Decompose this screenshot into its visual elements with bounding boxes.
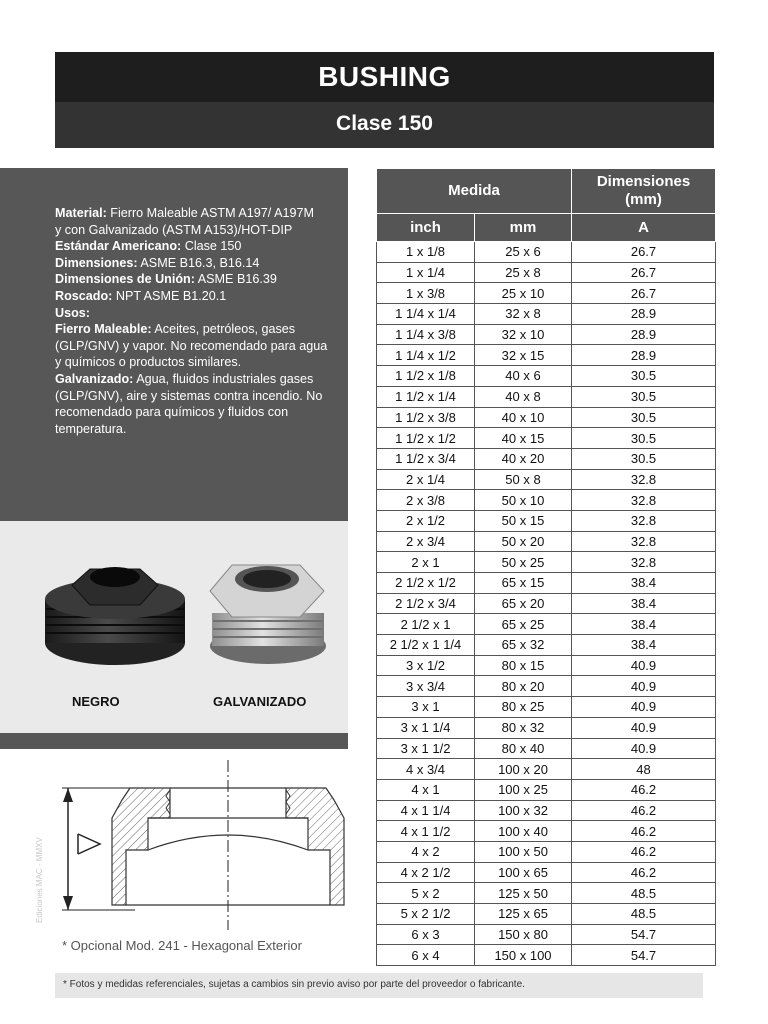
table-row bbox=[377, 821, 716, 842]
a-cell: 46.2 bbox=[572, 779, 716, 800]
mm-cell: 40 x 6 bbox=[475, 366, 572, 387]
a-cell: 38.4 bbox=[572, 593, 716, 614]
a-cell: 32.8 bbox=[572, 469, 716, 490]
inch-cell: 6 x 4 bbox=[377, 945, 475, 966]
dimensiones-header bbox=[572, 169, 716, 214]
mm-cell: 50 x 25 bbox=[475, 552, 572, 573]
table-row bbox=[377, 552, 716, 573]
table-row bbox=[377, 428, 716, 449]
table-row bbox=[377, 759, 716, 780]
table-row bbox=[377, 655, 716, 676]
medida-header: Medida bbox=[377, 169, 572, 214]
table-row bbox=[377, 841, 716, 862]
a-cell: 40.9 bbox=[572, 697, 716, 718]
a-cell: 32.8 bbox=[572, 552, 716, 573]
a-cell: 28.9 bbox=[572, 324, 716, 345]
optional-model-note: * Opcional Mod. 241 - Hexagonal Exterior bbox=[62, 938, 302, 953]
table-row bbox=[377, 345, 716, 366]
inch-cell: 1 x 3/8 bbox=[377, 283, 475, 304]
inch-cell: 2 x 1/2 bbox=[377, 510, 475, 531]
spec-value: Clase 150 bbox=[181, 239, 242, 254]
table-row bbox=[377, 324, 716, 345]
mm-cell: 80 x 25 bbox=[475, 697, 572, 718]
dimensions-table bbox=[376, 168, 716, 966]
table-row bbox=[377, 945, 716, 966]
mm-cell: 65 x 25 bbox=[475, 614, 572, 635]
a-cell: 40.9 bbox=[572, 738, 716, 759]
inch-cell: 1 1/4 x 1/4 bbox=[377, 304, 475, 325]
table-row bbox=[377, 242, 716, 263]
inch-cell: 1 1/2 x 1/8 bbox=[377, 366, 475, 387]
mm-cell: 32 x 8 bbox=[475, 304, 572, 325]
a-cell: 48.5 bbox=[572, 883, 716, 904]
table-row bbox=[377, 510, 716, 531]
mm-cell: 65 x 20 bbox=[475, 593, 572, 614]
a-cell: 28.9 bbox=[572, 345, 716, 366]
mm-cell: 32 x 10 bbox=[475, 324, 572, 345]
inch-cell: 2 x 1/4 bbox=[377, 469, 475, 490]
inch-cell: 2 1/2 x 3/4 bbox=[377, 593, 475, 614]
spec-value: ASME B16.39 bbox=[194, 272, 277, 287]
mm-cell: 25 x 10 bbox=[475, 283, 572, 304]
mm-cell: 65 x 32 bbox=[475, 635, 572, 656]
a-cell: 54.7 bbox=[572, 924, 716, 945]
table-row bbox=[377, 386, 716, 407]
spec-label: Dimensiones: bbox=[55, 255, 138, 270]
mm-cell: 100 x 20 bbox=[475, 759, 572, 780]
technical-drawing bbox=[30, 760, 360, 940]
mm-cell: 25 x 8 bbox=[475, 262, 572, 283]
a-cell: 30.5 bbox=[572, 366, 716, 387]
a-cell: 26.7 bbox=[572, 283, 716, 304]
inch-cell: 2 x 3/4 bbox=[377, 531, 475, 552]
mm-cell: 50 x 15 bbox=[475, 510, 572, 531]
spec-value: Aceites, petróleos, gases (GLP/GNV) y vapor. No recomendado para agua y químicos o productos similares. bbox=[55, 322, 328, 370]
spec-label: Usos: bbox=[55, 305, 90, 320]
table-row bbox=[377, 924, 716, 945]
a-cell: 30.5 bbox=[572, 448, 716, 469]
spec-label: Galvanizado: bbox=[55, 371, 134, 386]
mm-cell: 150 x 100 bbox=[475, 945, 572, 966]
inch-cell: 2 1/2 x 1/2 bbox=[377, 573, 475, 594]
dimensiones-header-line2: (mm) bbox=[625, 191, 662, 208]
spec-line bbox=[55, 222, 336, 239]
mm-cell: 125 x 50 bbox=[475, 883, 572, 904]
spec-line bbox=[55, 321, 336, 371]
inch-cell: 5 x 2 1/2 bbox=[377, 904, 475, 925]
mm-cell: 125 x 65 bbox=[475, 904, 572, 925]
mm-cell: 150 x 80 bbox=[475, 924, 572, 945]
mm-cell: 50 x 8 bbox=[475, 469, 572, 490]
table-row bbox=[377, 635, 716, 656]
a-cell: 28.9 bbox=[572, 304, 716, 325]
inch-cell: 3 x 1 1/2 bbox=[377, 738, 475, 759]
a-cell: 54.7 bbox=[572, 945, 716, 966]
spec-line bbox=[55, 205, 336, 222]
inch-cell: 3 x 1/2 bbox=[377, 655, 475, 676]
inch-cell: 1 1/2 x 1/4 bbox=[377, 386, 475, 407]
mm-cell: 65 x 15 bbox=[475, 573, 572, 594]
mm-cell: 100 x 40 bbox=[475, 821, 572, 842]
mm-cell: 100 x 65 bbox=[475, 862, 572, 883]
inch-cell: 1 1/2 x 1/2 bbox=[377, 428, 475, 449]
inch-cell: 3 x 1 bbox=[377, 697, 475, 718]
inch-cell: 1 1/4 x 1/2 bbox=[377, 345, 475, 366]
inch-cell: 1 x 1/4 bbox=[377, 262, 475, 283]
inch-column-header: inch bbox=[377, 214, 475, 242]
negro-label: NEGRO bbox=[72, 694, 120, 709]
a-cell: 46.2 bbox=[572, 841, 716, 862]
specifications-panel bbox=[0, 168, 348, 521]
mm-cell: 40 x 20 bbox=[475, 448, 572, 469]
table-row bbox=[377, 448, 716, 469]
photo-divider bbox=[0, 733, 348, 749]
a-cell: 38.4 bbox=[572, 635, 716, 656]
table-row bbox=[377, 738, 716, 759]
inch-cell: 4 x 1 bbox=[377, 779, 475, 800]
table-row bbox=[377, 304, 716, 325]
table-row bbox=[377, 490, 716, 511]
inch-cell: 2 x 1 bbox=[377, 552, 475, 573]
watermark bbox=[24, 818, 54, 928]
a-cell: 32.8 bbox=[572, 531, 716, 552]
product-photos bbox=[0, 521, 348, 733]
spec-line bbox=[55, 238, 336, 255]
inch-cell: 1 1/2 x 3/4 bbox=[377, 448, 475, 469]
inch-cell: 2 1/2 x 1 1/4 bbox=[377, 635, 475, 656]
a-column-header: A bbox=[572, 214, 716, 242]
spec-value: y con Galvanizado (ASTM A153)/HOT-DIP bbox=[55, 222, 293, 237]
mm-cell: 100 x 50 bbox=[475, 841, 572, 862]
page-subtitle: Clase 150 bbox=[55, 102, 714, 148]
table-row bbox=[377, 469, 716, 490]
a-cell: 26.7 bbox=[572, 262, 716, 283]
table-row bbox=[377, 904, 716, 925]
mm-cell: 50 x 20 bbox=[475, 531, 572, 552]
table-row bbox=[377, 262, 716, 283]
inch-cell: 6 x 3 bbox=[377, 924, 475, 945]
mm-cell: 25 x 6 bbox=[475, 242, 572, 263]
table-row bbox=[377, 883, 716, 904]
mm-cell: 40 x 15 bbox=[475, 428, 572, 449]
a-cell: 40.9 bbox=[572, 676, 716, 697]
a-cell: 30.5 bbox=[572, 428, 716, 449]
a-cell: 30.5 bbox=[572, 386, 716, 407]
inch-cell: 4 x 3/4 bbox=[377, 759, 475, 780]
a-cell: 38.4 bbox=[572, 614, 716, 635]
mm-cell: 100 x 32 bbox=[475, 800, 572, 821]
watermark-text: Ediciones MAC - MMXV bbox=[35, 837, 44, 923]
spec-label: Material: bbox=[55, 206, 107, 220]
mm-cell: 40 x 8 bbox=[475, 386, 572, 407]
inch-cell: 1 1/4 x 3/8 bbox=[377, 324, 475, 345]
a-cell: 46.2 bbox=[572, 862, 716, 883]
table-row bbox=[377, 862, 716, 883]
table-row bbox=[377, 283, 716, 304]
mm-cell: 80 x 15 bbox=[475, 655, 572, 676]
spec-label: Dimensiones de Unión: bbox=[55, 272, 195, 287]
footer-disclaimer: * Fotos y medidas referenciales, sujetas a cambios sin previo aviso por parte del proveedor o fabricante. bbox=[55, 973, 703, 998]
inch-cell: 4 x 2 bbox=[377, 841, 475, 862]
inch-cell: 4 x 2 1/2 bbox=[377, 862, 475, 883]
table-row bbox=[377, 779, 716, 800]
table-row bbox=[377, 717, 716, 738]
spec-value: ASME B16.3, B16.14 bbox=[137, 255, 260, 270]
a-cell: 32.8 bbox=[572, 490, 716, 511]
table-row bbox=[377, 697, 716, 718]
mm-cell: 100 x 25 bbox=[475, 779, 572, 800]
mm-cell: 80 x 20 bbox=[475, 676, 572, 697]
a-cell: 30.5 bbox=[572, 407, 716, 428]
a-cell: 26.7 bbox=[572, 242, 716, 263]
galvanizado-label: GALVANIZADO bbox=[213, 694, 307, 709]
spec-value: Fierro Maleable ASTM A197/ A197M bbox=[106, 206, 314, 220]
a-cell: 46.2 bbox=[572, 821, 716, 842]
spec-value: Agua, fluidos industriales gases (GLP/GNV), aire y sistemas contra incendio. No recomendado para químicos y fluidos con temperatura. bbox=[55, 371, 323, 436]
a-cell: 46.2 bbox=[572, 800, 716, 821]
inch-cell: 4 x 1 1/2 bbox=[377, 821, 475, 842]
spec-value: NPT ASME B1.20.1 bbox=[112, 288, 227, 303]
dimensiones-header-line1: Dimensiones bbox=[596, 173, 691, 190]
table-row bbox=[377, 593, 716, 614]
table-row bbox=[377, 531, 716, 552]
inch-cell: 1 1/2 x 3/8 bbox=[377, 407, 475, 428]
inch-cell: 2 1/2 x 1 bbox=[377, 614, 475, 635]
a-cell: 40.9 bbox=[572, 655, 716, 676]
mm-cell: 80 x 40 bbox=[475, 738, 572, 759]
table-row bbox=[377, 676, 716, 697]
table-row bbox=[377, 800, 716, 821]
table-row bbox=[377, 573, 716, 594]
table-row bbox=[377, 407, 716, 428]
spec-line bbox=[55, 305, 336, 322]
mm-column-header: mm bbox=[475, 214, 572, 242]
a-cell: 32.8 bbox=[572, 510, 716, 531]
spec-line bbox=[55, 271, 336, 288]
a-cell: 48.5 bbox=[572, 904, 716, 925]
table-row bbox=[377, 614, 716, 635]
inch-cell: 3 x 3/4 bbox=[377, 676, 475, 697]
page-title: BUSHING bbox=[55, 52, 714, 102]
spec-label: Estándar Americano: bbox=[55, 239, 182, 254]
table-row bbox=[377, 366, 716, 387]
a-cell: 38.4 bbox=[572, 573, 716, 594]
inch-cell: 2 x 3/8 bbox=[377, 490, 475, 511]
inch-cell: 5 x 2 bbox=[377, 883, 475, 904]
a-cell: 48 bbox=[572, 759, 716, 780]
spec-line bbox=[55, 371, 336, 437]
a-cell: 40.9 bbox=[572, 717, 716, 738]
mm-cell: 32 x 15 bbox=[475, 345, 572, 366]
spec-line bbox=[55, 255, 336, 272]
spec-label: Fierro Maleable: bbox=[55, 322, 152, 337]
mm-cell: 80 x 32 bbox=[475, 717, 572, 738]
mm-cell: 50 x 10 bbox=[475, 490, 572, 511]
spec-label: Roscado: bbox=[55, 288, 113, 303]
spec-line bbox=[55, 288, 336, 305]
inch-cell: 4 x 1 1/4 bbox=[377, 800, 475, 821]
inch-cell: 1 x 1/8 bbox=[377, 242, 475, 263]
inch-cell: 3 x 1 1/4 bbox=[377, 717, 475, 738]
mm-cell: 40 x 10 bbox=[475, 407, 572, 428]
